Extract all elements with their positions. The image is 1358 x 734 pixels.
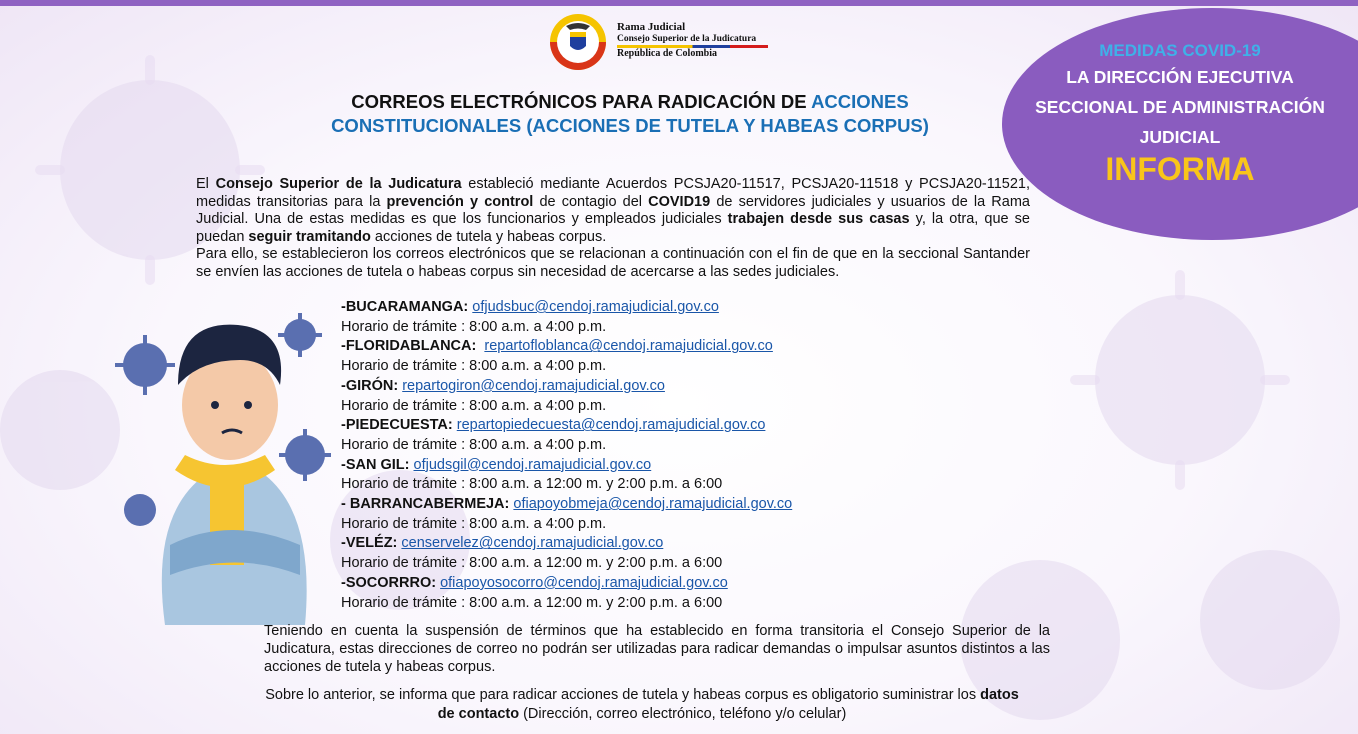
intro-text	[196, 176, 1030, 281]
office-city: -VELÉZ:	[341, 535, 398, 552]
office-row	[341, 298, 981, 318]
office-row	[341, 377, 981, 397]
logo-line-2: Consejo Superior de la Judicatura	[617, 34, 757, 44]
badge-line-2: LA DIRECCIÓN EJECUTIVA	[1066, 67, 1294, 87]
intro-b3: COVID19	[648, 193, 711, 210]
intro-t2: estableció mediante Acuerdos PCSJA20-11517, PCSJA20-11518 y PCSJA20-11521, medidas transitorias para la	[196, 176, 1031, 210]
office-item	[341, 456, 981, 495]
office-row	[341, 574, 981, 594]
office-email-link[interactable]: repartofloblanca@cendoj.ramajudicial.gov.co	[484, 338, 773, 355]
office-hours: Horario de trámite : 8:00 a.m. a 4:00 p.m.	[341, 358, 607, 375]
office-email-link[interactable]: repartopiedecuesta@cendoj.ramajudicial.gov.co	[456, 417, 766, 434]
office-city: - BARRANCABERMEJA:	[341, 496, 510, 513]
office-row	[341, 495, 981, 515]
office-email-list	[341, 298, 981, 613]
footer-paragraph-1: Teniendo en cuenta la suspensión de términos que ha establecido en forma transitoria el Consejo Superior de la Judicatura, estas direcciones de correo no podrán ser utilizadas para radicar demandas o impulsar asuntos distintos a las acciones de tutela y habeas corpus.	[264, 623, 1050, 675]
footer-p2c: (Dirección, correo electrónico, teléfono y/o celular)	[519, 706, 847, 722]
footer-p2b: datos de contacto	[437, 687, 1019, 722]
office-item	[341, 416, 981, 455]
badge-line-1: MEDIDAS COVID-19	[1099, 41, 1261, 60]
logo-flag-line	[617, 45, 768, 48]
logo-line-1: Rama Judicial	[617, 21, 686, 33]
intro-b2: prevención y control	[386, 193, 534, 210]
office-city: -SAN GIL:	[341, 456, 410, 473]
office-hours: Horario de trámite : 8:00 a.m. a 12:00 m. y 2:00 p.m. a 6:00	[341, 476, 723, 493]
badge-text	[1015, 40, 1345, 189]
office-hours: Horario de trámite : 8:00 a.m. a 12:00 m. y 2:00 p.m. a 6:00	[341, 594, 723, 611]
office-email-link[interactable]: repartogiron@cendoj.ramajudicial.gov.co	[402, 377, 665, 394]
badge-line-5: INFORMA	[1105, 151, 1255, 187]
office-city: -FLORIDABLANCA:	[341, 338, 477, 355]
footer-paragraph-2	[262, 686, 1022, 724]
intro-paragraph-2: Para ello, se establecieron los correos electrónicos que se relacionan a continuación con el fin de que en la seccional Santander se envíen las acciones de tutela o habeas corpus sin necesidad de acercarse a las sedes judiciales.	[196, 246, 1030, 280]
office-email-link[interactable]: ofjudsgil@cendoj.ramajudicial.gov.co	[413, 456, 652, 473]
office-item	[341, 298, 981, 337]
intro-b4: trabajen desde sus casas	[727, 211, 910, 227]
intro-b5: seguir tramitando	[248, 228, 371, 245]
office-city: -BUCARAMANGA:	[341, 299, 469, 315]
sick-person-illustration	[110, 295, 350, 625]
office-city: -GIRÓN:	[341, 377, 399, 394]
office-row	[341, 534, 981, 554]
office-row	[341, 416, 981, 436]
office-item	[341, 495, 981, 534]
office-item	[341, 534, 981, 573]
intro-paragraph-1	[196, 176, 1030, 246]
badge-line-3: SECCIONAL DE ADMINISTRACIÓN	[1035, 97, 1325, 117]
office-row	[341, 337, 981, 357]
office-hours: Horario de trámite : 8:00 a.m. a 4:00 p.m.	[341, 318, 607, 335]
office-row	[341, 456, 981, 476]
logo-line-3: República de Colombia	[617, 48, 718, 59]
title-part-2: ACCIONES CONSTITUCIONALES (ACCIONES DE TUTELA Y HABEAS CORPUS)	[331, 91, 929, 136]
intro-t3: de contagio del	[533, 193, 649, 210]
logo-text	[617, 21, 756, 60]
office-item	[341, 377, 981, 416]
intro-t4: de servidores judiciales y usuarios de la Rama Judicial. Una de estas medidas es que los funcionarios y empleados judiciales	[196, 193, 1030, 227]
office-email-link[interactable]: ofiapoyobmeja@cendoj.ramajudicial.gov.co	[513, 496, 793, 513]
intro-t5: y, la otra, que se puedan	[196, 211, 1030, 245]
office-item	[341, 574, 981, 613]
office-hours: Horario de trámite : 8:00 a.m. a 4:00 p.m.	[341, 397, 607, 414]
office-email-link[interactable]: ofiapoyosocorro@cendoj.ramajudicial.gov.co	[440, 574, 728, 591]
title-part-1: CORREOS ELECTRÓNICOS PARA RADICACIÓN DE	[351, 91, 812, 112]
office-hours: Horario de trámite : 8:00 a.m. a 4:00 p.m.	[341, 436, 607, 453]
office-item	[341, 337, 981, 376]
office-city: -SOCORRRO:	[341, 574, 437, 591]
intro-t6: acciones de tutela y habeas corpus.	[370, 228, 607, 245]
office-city: -PIEDECUESTA:	[341, 417, 453, 434]
intro-b1: Consejo Superior de la Judicatura	[215, 176, 462, 192]
intro-t1: El	[196, 176, 216, 192]
badge-line-4: JUDICIAL	[1139, 127, 1221, 147]
page-title	[330, 90, 930, 138]
footer-p2a: Sobre lo anterior, se informa que para radicar acciones de tutela y habeas corpus es obligatorio suministrar los	[265, 687, 981, 703]
office-email-link[interactable]: censervelez@cendoj.ramajudicial.gov.co	[401, 535, 664, 552]
office-email-link[interactable]: ofjudsbuc@cendoj.ramajudicial.gov.co	[472, 299, 719, 315]
office-hours: Horario de trámite : 8:00 a.m. a 12:00 m. y 2:00 p.m. a 6:00	[341, 555, 723, 572]
office-hours: Horario de trámite : 8:00 a.m. a 4:00 p.m.	[341, 515, 607, 532]
